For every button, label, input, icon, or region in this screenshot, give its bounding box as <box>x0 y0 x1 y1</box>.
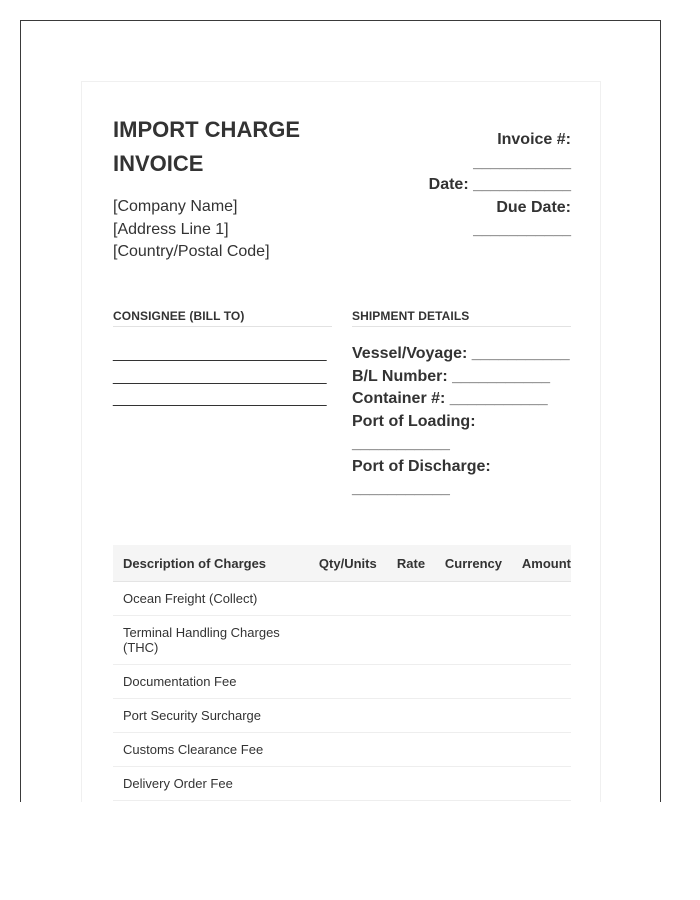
table-row <box>113 616 571 665</box>
shipment-details-block <box>352 343 577 501</box>
table-row <box>113 767 571 801</box>
charge-qty-cell <box>309 699 387 733</box>
consignee-line: ________________________ <box>113 367 327 385</box>
charge-description: Port Security Surcharge <box>113 699 309 733</box>
table-row <box>113 665 571 699</box>
port-of-loading-label: Port of Loading: <box>352 412 476 430</box>
due-date-blank: ___________ <box>473 221 571 238</box>
company-name: [Company Name] <box>113 198 238 215</box>
charge-currency-cell <box>435 733 512 767</box>
company-country-postal: [Country/Postal Code] <box>113 243 270 260</box>
port-of-loading-blank: ___________ <box>352 435 450 452</box>
charge-qty-cell <box>309 767 387 801</box>
consignee-line: ________________________ <box>113 345 327 362</box>
consignee-heading: CONSIGNEE (BILL TO) <box>113 308 332 327</box>
charge-qty-cell <box>309 582 387 616</box>
invoice-number-label: Invoice #: <box>497 131 571 148</box>
charge-rate-cell <box>387 767 435 801</box>
charge-currency-cell <box>435 699 512 733</box>
invoice-title <box>113 113 353 181</box>
charge-amount-cell <box>512 582 571 616</box>
charge-currency-cell <box>435 767 512 801</box>
header-currency: Currency <box>435 545 512 582</box>
charge-amount-cell <box>512 733 571 767</box>
due-date-label: Due Date: <box>496 198 571 216</box>
charge-description: Ocean Freight (Collect) <box>113 582 309 616</box>
charge-description: Customs Clearance Fee <box>113 733 309 767</box>
invoice-date-label: Date: <box>428 176 469 193</box>
charge-qty-cell <box>309 665 387 699</box>
header-rate: Rate <box>387 545 435 582</box>
company-address-block <box>113 196 270 264</box>
consignee-lines <box>113 343 327 411</box>
charges-table-head <box>113 545 571 582</box>
charge-rate-cell <box>387 733 435 767</box>
charge-qty-cell <box>309 616 387 665</box>
table-row <box>113 699 571 733</box>
bl-number-field: B/L Number: ___________ <box>352 367 551 385</box>
charge-currency-cell <box>435 665 512 699</box>
invoice-title-line1: IMPORT CHARGE <box>113 117 300 142</box>
port-of-discharge-label: Port of Discharge: <box>352 457 491 475</box>
charge-amount-cell <box>512 616 571 665</box>
charge-description: Terminal Handling Charges (THC) <box>113 616 309 665</box>
vessel-voyage-field: Vessel/Voyage: ___________ <box>352 345 570 362</box>
charge-amount-cell <box>512 665 571 699</box>
charge-amount-cell <box>512 767 571 801</box>
charge-currency-cell <box>435 582 512 616</box>
charge-rate-cell <box>387 699 435 733</box>
header-description: Description of Charges <box>113 545 309 582</box>
invoice-title-line2: INVOICE <box>113 151 204 176</box>
consignee-line: ________________________ <box>113 390 327 407</box>
table-row <box>113 582 571 616</box>
port-of-discharge-blank: ___________ <box>352 480 450 497</box>
charge-description: Delivery Order Fee <box>113 767 309 801</box>
shipment-details-heading: SHIPMENT DETAILS <box>352 308 571 327</box>
invoice-meta-block <box>371 129 571 242</box>
charge-amount-cell <box>512 699 571 733</box>
header-qty-units: Qty/Units <box>309 545 387 582</box>
charges-table <box>113 545 571 801</box>
charge-description: Documentation Fee <box>113 665 309 699</box>
charges-header-row <box>113 545 571 582</box>
charges-table-body <box>113 582 571 801</box>
invoice-page <box>81 81 601 802</box>
table-row <box>113 733 571 767</box>
charge-rate-cell <box>387 616 435 665</box>
invoice-date-blank: ___________ <box>473 176 571 193</box>
charge-rate-cell <box>387 582 435 616</box>
charge-rate-cell <box>387 665 435 699</box>
document-viewport <box>20 20 661 802</box>
invoice-date-field <box>371 174 571 197</box>
company-address-line: [Address Line 1] <box>113 220 229 238</box>
charge-qty-cell <box>309 733 387 767</box>
container-number-field: Container #: ___________ <box>352 390 548 407</box>
header-amount: Amount <box>512 545 571 582</box>
charge-currency-cell <box>435 616 512 665</box>
invoice-number-blank: ___________ <box>473 153 571 171</box>
